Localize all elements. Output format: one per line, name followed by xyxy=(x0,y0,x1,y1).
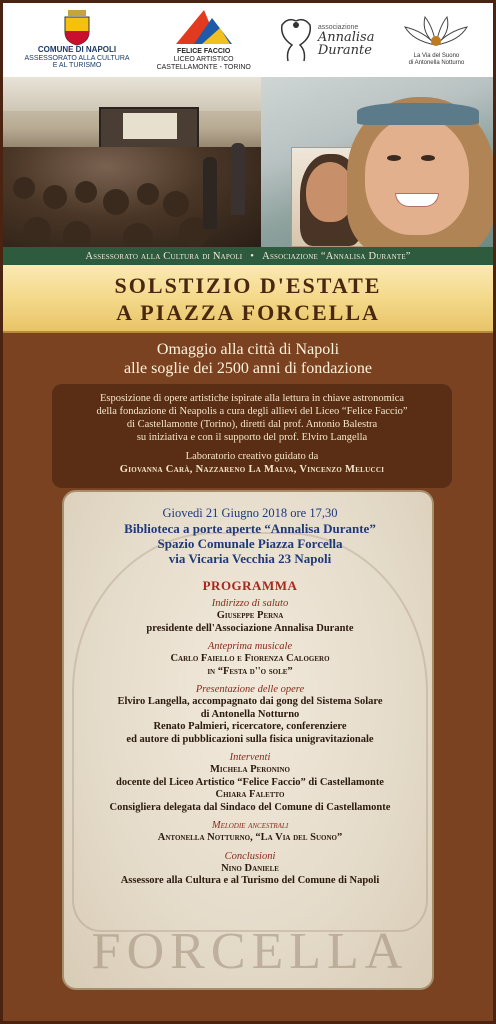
event-info xyxy=(64,492,434,566)
subtitle-line1: Omaggio alla città di Napoli xyxy=(156,341,340,358)
comune-sub1: ASSESSORATO ALLA CULTURA xyxy=(24,54,130,62)
faccio-sub1: LICEO ARTISTICO xyxy=(173,56,234,64)
via-del-suono-logo xyxy=(401,6,471,74)
title-line2: A PIAZZA FORCELLA xyxy=(116,300,380,325)
interventi-name1: Michela Peronino xyxy=(209,764,290,775)
strip-assessorato: Assessorato alla Cultura di Napoli xyxy=(85,250,243,262)
faccio-sub2: CASTELLAMONTE - TORINO xyxy=(156,63,251,71)
opere-line3: Renato Palmieri, ricercatore, conferenziere xyxy=(153,721,347,732)
conclusioni-name: Nino Daniele xyxy=(221,862,279,874)
comune-sub2: E AL TURISMO xyxy=(52,62,102,70)
program-parchment xyxy=(62,490,434,990)
lotus-icon xyxy=(401,13,471,53)
event-crowd-photo xyxy=(3,77,261,247)
napoli-crest-icon xyxy=(62,10,92,46)
comune-napoli-logo xyxy=(25,6,130,74)
desc-line1: Esposizione di opere artistiche ispirate alla lettura in chiave astronomica xyxy=(99,393,405,404)
annalisa-name1: Annalisa xyxy=(317,29,375,45)
anteprima-show: in “Festa d''o sole” xyxy=(207,665,293,677)
subtitle-line2: alle soglie dei 2500 anni di fondazione xyxy=(124,360,372,377)
annalisa-pre: associazione xyxy=(317,23,359,31)
subtitle xyxy=(3,340,493,378)
organizers-strip xyxy=(3,247,493,265)
event-date: Giovedì 21 Giugno 2018 ore 17,30 xyxy=(162,506,338,520)
desc-line4: su iniziativa e con il supporto del prof. Elviro Langella xyxy=(136,432,368,443)
annalisa-name2: Durante xyxy=(317,42,372,58)
interventi-name2: Chiara Faletto xyxy=(215,789,285,800)
title-line1: SOLSTIZIO D'ESTATE xyxy=(114,273,382,298)
programma-heading: PROGRAMMA xyxy=(202,578,298,593)
opere-line4: ed autore di pubblicazioni sulla fisica unigravitazionale xyxy=(126,733,374,745)
angel-icon xyxy=(278,15,314,65)
desc-names: Giovanna Carà, Nazzareno La Malva, Vincenzo Melucci xyxy=(119,464,385,475)
description-box xyxy=(52,384,452,488)
conclusioni-label: Conclusioni xyxy=(224,850,276,862)
faccio-name: FELICE FACCIO xyxy=(177,48,231,56)
annalisa-durante-logo xyxy=(278,6,375,74)
opere-label: Presentazione delle opere xyxy=(195,684,305,695)
anteprima-label: Anteprima musicale xyxy=(207,641,293,652)
logo-band xyxy=(3,3,493,77)
strip-bullet: • xyxy=(250,250,255,262)
desc-line3: di Castellamonte (Torino), diretti dal prof. Antonio Balestra xyxy=(126,419,378,430)
event-place2: Spazio Comunale Piazza Forcella xyxy=(157,536,343,551)
felice-faccio-logo xyxy=(157,6,251,74)
interventi-label: Interventi xyxy=(229,752,271,763)
anteprima-names: Carlo Faiello e Fiorenza Calogero xyxy=(170,653,330,664)
interventi-role2: Consigliera delegata dal Sindaco del Comune di Castellamonte xyxy=(109,801,391,813)
title-band xyxy=(3,265,493,333)
saluto-role: presidente dell'Associazione Annalisa Durante xyxy=(146,622,354,634)
event-place3: via Vicaria Vecchia 23 Napoli xyxy=(168,551,332,566)
desc-line2: della fondazione di Neapolis a cura degli allievi del Liceo “Felice Faccio” xyxy=(96,406,408,417)
melodie-label: Melodie ancestrali xyxy=(211,820,289,831)
comune-name: COMUNE DI NAPOLI xyxy=(37,44,117,54)
suono-sub: di Antonella Notturno xyxy=(408,60,465,66)
opere-line1: Elviro Langella, accompagnato dai gong del Sistema Solare xyxy=(117,696,383,707)
interventi-role1: docente del Liceo Artistico “Felice Faccio” di Castellamonte xyxy=(116,776,384,788)
melodie-line: Antonella Notturno, “La Via del Suono” xyxy=(157,832,343,843)
annalisa-portrait-photo xyxy=(261,77,493,247)
strip-associazione: Associazione “Annalisa Durante” xyxy=(262,250,411,262)
conclusioni-role: Assessore alla Cultura e al Turismo del Comune di Napoli xyxy=(120,875,380,886)
suono-name: La Via del Suono xyxy=(413,53,460,60)
saluto-name: Giuseppe Perna xyxy=(216,610,284,621)
saluto-label: Indirizzo di saluto xyxy=(211,598,289,609)
desc-lab: Laboratorio creativo guidato da xyxy=(185,451,319,462)
faccio-mark-icon xyxy=(172,8,236,48)
photo-band xyxy=(3,77,493,247)
event-place1: Biblioteca a porte aperte “Annalisa Durante” xyxy=(124,521,376,536)
opere-line2: di Antonella Notturno xyxy=(200,708,300,720)
stone-inscription: FORCELLA xyxy=(91,923,409,980)
